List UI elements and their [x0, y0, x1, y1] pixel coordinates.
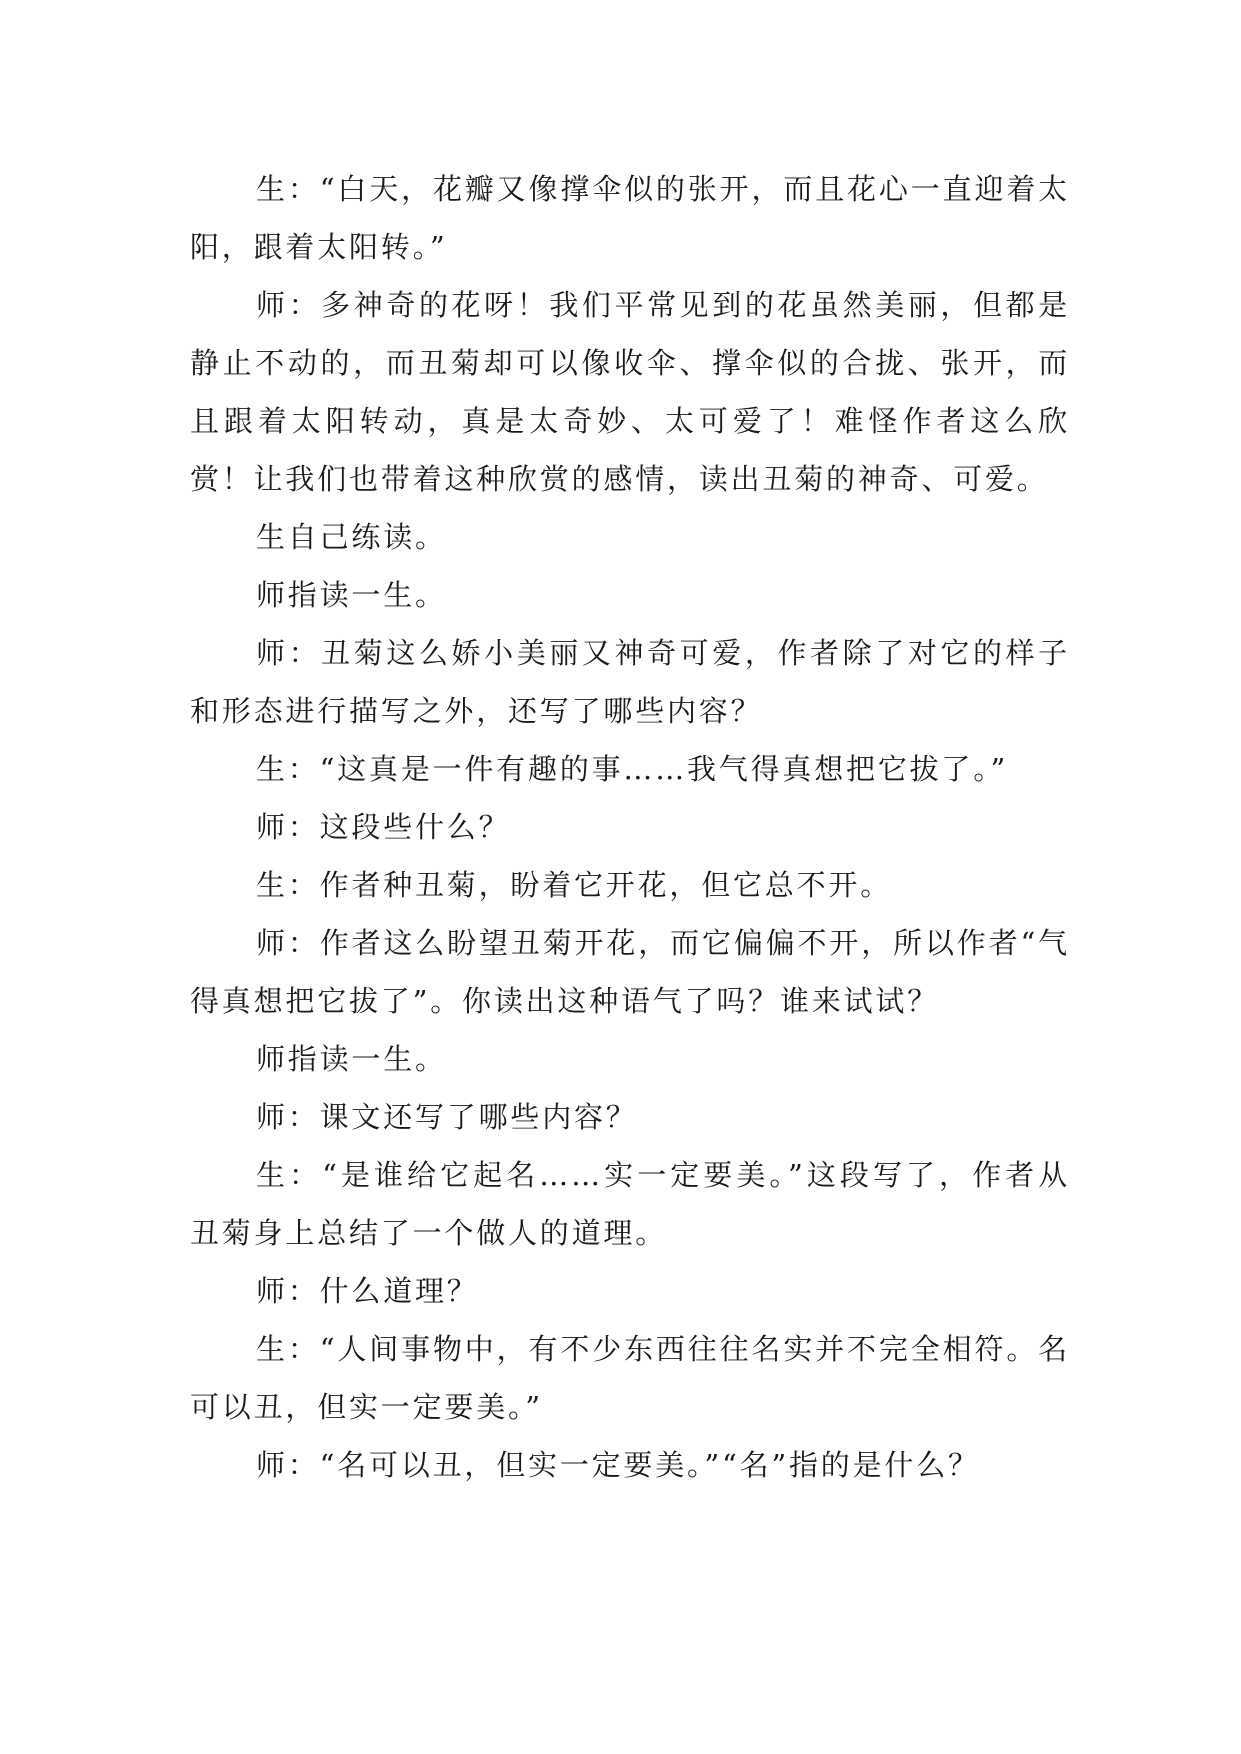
paragraph: 师：丑菊这么娇小美丽又神奇可爱，作者除了对它的样子和形态进行描写之外，还写了哪些内容？ — [190, 636, 1070, 728]
paragraph: 师指读一生。 — [256, 1042, 447, 1076]
paragraph: 生：“这真是一件有趣的事……我气得真想把它拔了。” — [256, 752, 1009, 786]
paragraph: 师：课文还写了哪些内容？ — [256, 1100, 638, 1134]
paragraph: 师：“名可以丑，但实一定要美。”“名”指的是什么？ — [256, 1448, 980, 1482]
paragraph: 师：作者这么盼望丑菊开花，而它偏偏不开，所以作者“气得真想把它拔了”。你读出这种语气了吗？谁来试试？ — [190, 926, 1070, 1018]
paragraph: 生自己练读。 — [256, 520, 447, 554]
paragraph: 师：多神奇的花呀！我们平常见到的花虽然美丽，但都是静止不动的，而丑菊却可以像收伞、撑伞似的合拢、张开，而且跟着太阳转动，真是太奇妙、太可爱了！难怪作者这么欣赏！让我们也带着这种欣赏的感情，读出丑菊的神奇、可爱。 — [190, 288, 1070, 496]
paragraph: 生：“白天，花瓣又像撑伞似的张开，而且花心一直迎着太阳，跟着太阳转。” — [190, 172, 1070, 264]
paragraph: 生：“是谁给它起名……实一定要美。”这段写了，作者从丑菊身上总结了一个做人的道理。 — [190, 1158, 1070, 1250]
paragraph: 生：“人间事物中，有不少东西往往名实并不完全相符。名可以丑，但实一定要美。” — [190, 1332, 1070, 1424]
paragraph: 师指读一生。 — [256, 578, 447, 612]
document-body — [190, 160, 1070, 1494]
paragraph: 师：这段些什么？ — [256, 810, 511, 844]
paragraph: 师：什么道理？ — [256, 1274, 479, 1308]
paragraph: 生：作者种丑菊，盼着它开花，但它总不开。 — [256, 868, 893, 902]
